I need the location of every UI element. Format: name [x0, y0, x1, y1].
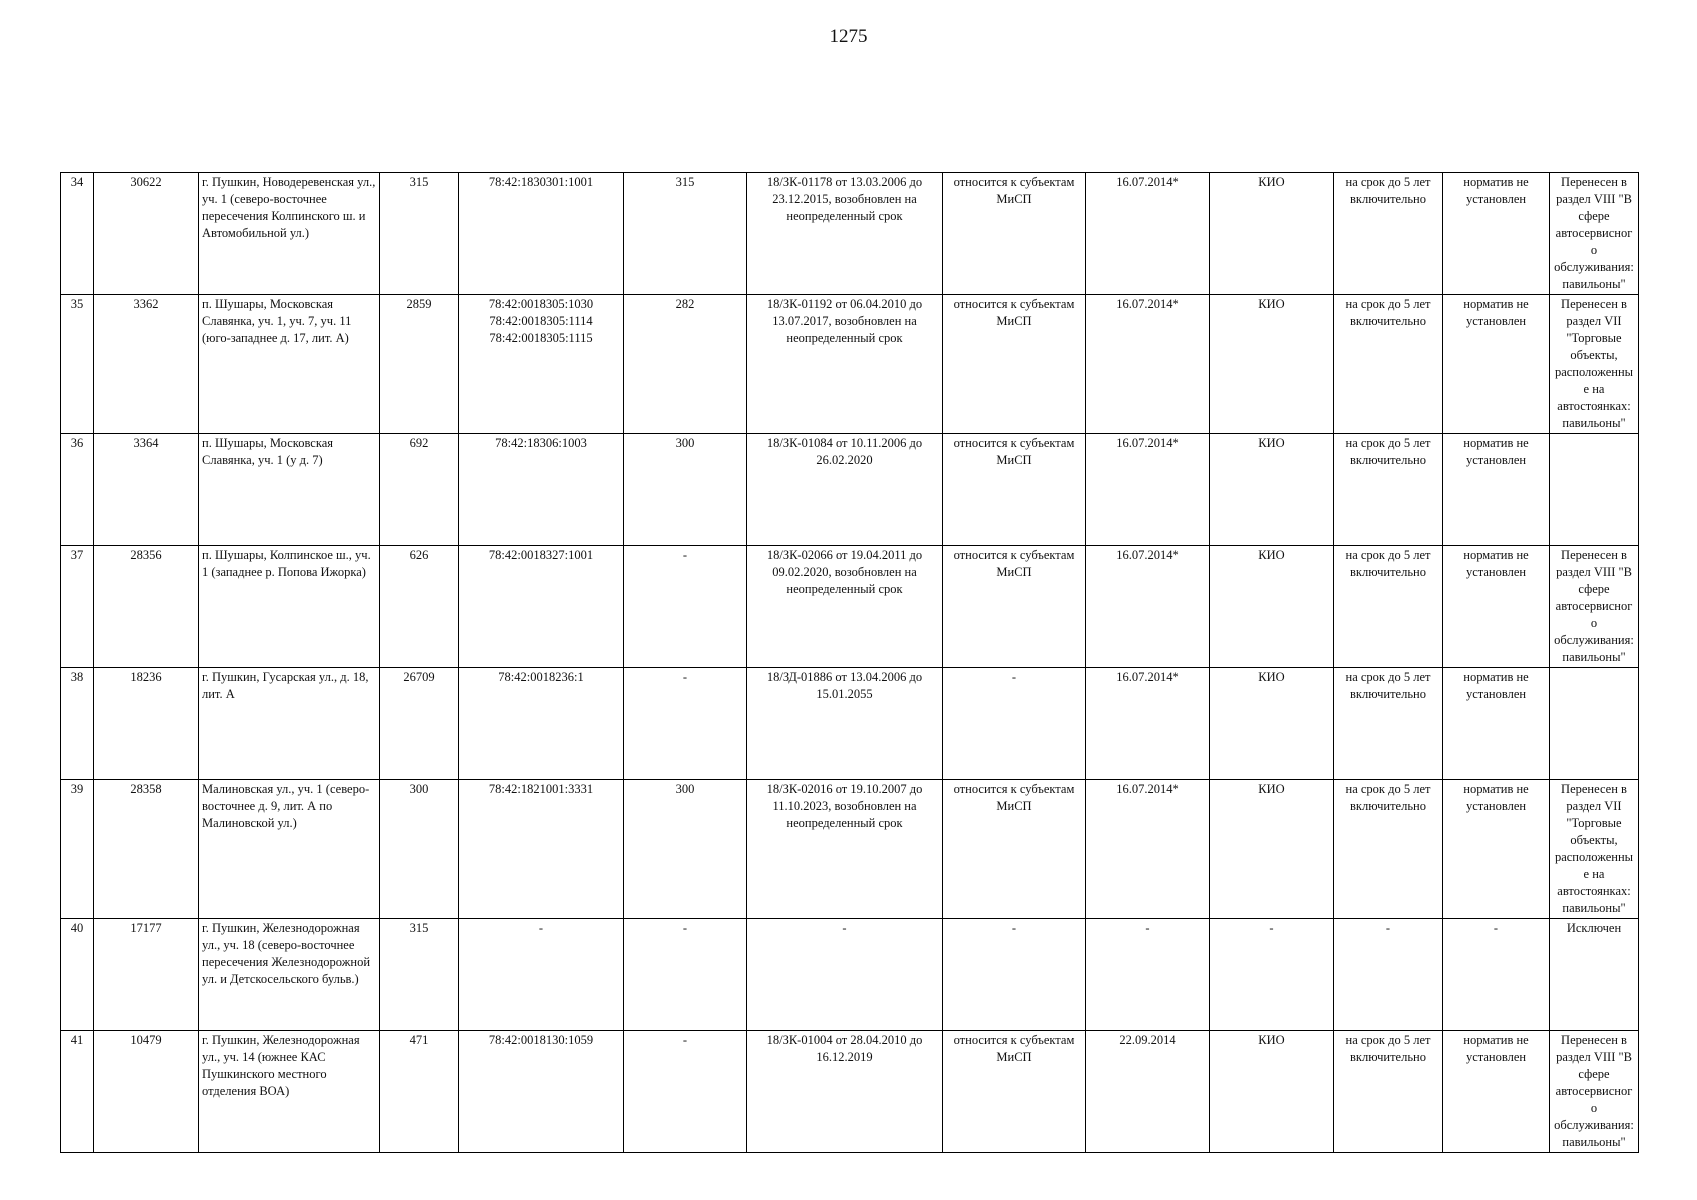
cell-organization: КИО [1210, 173, 1334, 295]
cell-area-object: - [624, 668, 747, 780]
cell-contract: 18/ЗД-01886 от 13.04.2006 до 15.01.2055 [747, 668, 943, 780]
table-row [61, 546, 1639, 668]
cell-term: на срок до 5 лет включительно [1334, 546, 1443, 668]
cell-organization: КИО [1210, 546, 1334, 668]
cell-area: 626 [380, 546, 459, 668]
cell-subject-type: относится к субъектам МиСП [943, 173, 1086, 295]
cell-area: 26709 [380, 668, 459, 780]
cell-row-number: 34 [61, 173, 94, 295]
page-number: 1275 [829, 26, 868, 47]
cell-object-id: 30622 [94, 173, 199, 295]
cell-cadastral-number: 78:42:0018305:1030 78:42:0018305:1114 78:42:0018305:1115 [459, 295, 624, 434]
cell-address: г. Пушкин, Гусарская ул., д. 18, лит. А [199, 668, 380, 780]
cell-norm: норматив не установлен [1443, 668, 1550, 780]
cell-cadastral-number: 78:42:0018327:1001 [459, 546, 624, 668]
cell-contract: 18/ЗК-01084 от 10.11.2006 до 26.02.2020 [747, 434, 943, 546]
cell-object-id: 3364 [94, 434, 199, 546]
cell-note: Перенесен в раздел VII "Торговые объекты, расположенные на автостоянках: павильоны" [1550, 295, 1639, 434]
cell-inclusion-date: 16.07.2014* [1086, 546, 1210, 668]
cell-area: 315 [380, 173, 459, 295]
cell-object-id: 18236 [94, 668, 199, 780]
cell-inclusion-date: - [1086, 919, 1210, 1031]
cell-contract: 18/ЗК-01178 от 13.03.2006 до 23.12.2015, возобновлен на неопределенный срок [747, 173, 943, 295]
cell-area: 692 [380, 434, 459, 546]
cell-organization: КИО [1210, 434, 1334, 546]
cell-term: на срок до 5 лет включительно [1334, 434, 1443, 546]
cell-area-object: - [624, 919, 747, 1031]
cell-area-object: 315 [624, 173, 747, 295]
registry-table [60, 172, 1639, 1153]
cell-norm: норматив не установлен [1443, 173, 1550, 295]
cell-area-object: 300 [624, 434, 747, 546]
cell-cadastral-number: 78:42:1830301:1001 [459, 173, 624, 295]
cell-area-object: 300 [624, 780, 747, 919]
cell-contract: 18/ЗК-02016 от 19.10.2007 до 11.10.2023, возобновлен на неопределенный срок [747, 780, 943, 919]
cell-subject-type: относится к субъектам МиСП [943, 546, 1086, 668]
cell-row-number: 37 [61, 546, 94, 668]
cell-note: Исключен [1550, 919, 1639, 1031]
cell-subject-type: относится к субъектам МиСП [943, 1031, 1086, 1153]
cell-term: на срок до 5 лет включительно [1334, 1031, 1443, 1153]
cell-norm: норматив не установлен [1443, 780, 1550, 919]
cell-area-object: - [624, 546, 747, 668]
cell-inclusion-date: 16.07.2014* [1086, 434, 1210, 546]
cell-subject-type: относится к субъектам МиСП [943, 295, 1086, 434]
cell-inclusion-date: 16.07.2014* [1086, 173, 1210, 295]
cell-area: 300 [380, 780, 459, 919]
cell-cadastral-number: 78:42:0018130:1059 [459, 1031, 624, 1153]
cell-area: 315 [380, 919, 459, 1031]
cell-contract: 18/ЗК-02066 от 19.04.2011 до 09.02.2020, возобновлен на неопределенный срок [747, 546, 943, 668]
cell-note: Перенесен в раздел VIII "В сфере автосервисного обслуживания: павильоны" [1550, 1031, 1639, 1153]
cell-area: 471 [380, 1031, 459, 1153]
cell-area-object: 282 [624, 295, 747, 434]
table-row [61, 295, 1639, 434]
cell-organization: КИО [1210, 780, 1334, 919]
table-row [61, 668, 1639, 780]
cell-subject-type: - [943, 668, 1086, 780]
cell-address: г. Пушкин, Железнодорожная ул., уч. 14 (южнее КАС Пушкинского местного отделения ВОА) [199, 1031, 380, 1153]
cell-inclusion-date: 16.07.2014* [1086, 780, 1210, 919]
cell-row-number: 39 [61, 780, 94, 919]
cell-note: Перенесен в раздел VIII "В сфере автосервисного обслуживания: павильоны" [1550, 546, 1639, 668]
cell-address: г. Пушкин, Новодеревенская ул., уч. 1 (северо-восточнее пересечения Колпинского ш. и Автомобильной ул.) [199, 173, 380, 295]
cell-inclusion-date: 16.07.2014* [1086, 668, 1210, 780]
cell-row-number: 35 [61, 295, 94, 434]
cell-row-number: 40 [61, 919, 94, 1031]
cell-row-number: 38 [61, 668, 94, 780]
cell-cadastral-number: 78:42:18306:1003 [459, 434, 624, 546]
cell-area-object: - [624, 1031, 747, 1153]
cell-organization: КИО [1210, 1031, 1334, 1153]
cell-object-id: 10479 [94, 1031, 199, 1153]
cell-inclusion-date: 16.07.2014* [1086, 295, 1210, 434]
cell-address: г. Пушкин, Железнодорожная ул., уч. 18 (северо-восточнее пересечения Железнодорожной ул. и Детскосельского бульв.) [199, 919, 380, 1031]
cell-term: на срок до 5 лет включительно [1334, 173, 1443, 295]
cell-norm: - [1443, 919, 1550, 1031]
cell-row-number: 41 [61, 1031, 94, 1153]
cell-note: Перенесен в раздел VIII "В сфере автосервисного обслуживания: павильоны" [1550, 173, 1639, 295]
cell-term: на срок до 5 лет включительно [1334, 668, 1443, 780]
cell-object-id: 17177 [94, 919, 199, 1031]
cell-subject-type: - [943, 919, 1086, 1031]
cell-contract: 18/ЗК-01192 от 06.04.2010 до 13.07.2017, возобновлен на неопределенный срок [747, 295, 943, 434]
cell-subject-type: относится к субъектам МиСП [943, 434, 1086, 546]
table-row [61, 173, 1639, 295]
cell-note [1550, 434, 1639, 546]
cell-term: - [1334, 919, 1443, 1031]
cell-organization: - [1210, 919, 1334, 1031]
cell-area: 2859 [380, 295, 459, 434]
cell-cadastral-number: 78:42:0018236:1 [459, 668, 624, 780]
cell-norm: норматив не установлен [1443, 1031, 1550, 1153]
cell-note [1550, 668, 1639, 780]
table-row [61, 1031, 1639, 1153]
cell-subject-type: относится к субъектам МиСП [943, 780, 1086, 919]
cell-organization: КИО [1210, 668, 1334, 780]
cell-cadastral-number: - [459, 919, 624, 1031]
cell-address: п. Шушары, Колпинское ш., уч. 1 (западнее р. Попова Ижорка) [199, 546, 380, 668]
cell-norm: норматив не установлен [1443, 434, 1550, 546]
cell-address: Малиновская ул., уч. 1 (северо-восточнее д. 9, лит. А по Малиновской ул.) [199, 780, 380, 919]
cell-object-id: 28356 [94, 546, 199, 668]
cell-norm: норматив не установлен [1443, 546, 1550, 668]
cell-organization: КИО [1210, 295, 1334, 434]
cell-note: Перенесен в раздел VII "Торговые объекты, расположенные на автостоянках: павильоны" [1550, 780, 1639, 919]
cell-object-id: 28358 [94, 780, 199, 919]
cell-address: п. Шушары, Московская Славянка, уч. 1, уч. 7, уч. 11 (юго-западнее д. 17, лит. А) [199, 295, 380, 434]
cell-inclusion-date: 22.09.2014 [1086, 1031, 1210, 1153]
cell-address: п. Шушары, Московская Славянка, уч. 1 (у д. 7) [199, 434, 380, 546]
cell-term: на срок до 5 лет включительно [1334, 295, 1443, 434]
cell-contract: 18/ЗК-01004 от 28.04.2010 до 16.12.2019 [747, 1031, 943, 1153]
table-row [61, 919, 1639, 1031]
cell-norm: норматив не установлен [1443, 295, 1550, 434]
table-row [61, 780, 1639, 919]
cell-cadastral-number: 78:42:1821001:3331 [459, 780, 624, 919]
cell-term: на срок до 5 лет включительно [1334, 780, 1443, 919]
table-row [61, 434, 1639, 546]
cell-row-number: 36 [61, 434, 94, 546]
cell-object-id: 3362 [94, 295, 199, 434]
table-body [61, 173, 1639, 1153]
cell-contract: - [747, 919, 943, 1031]
